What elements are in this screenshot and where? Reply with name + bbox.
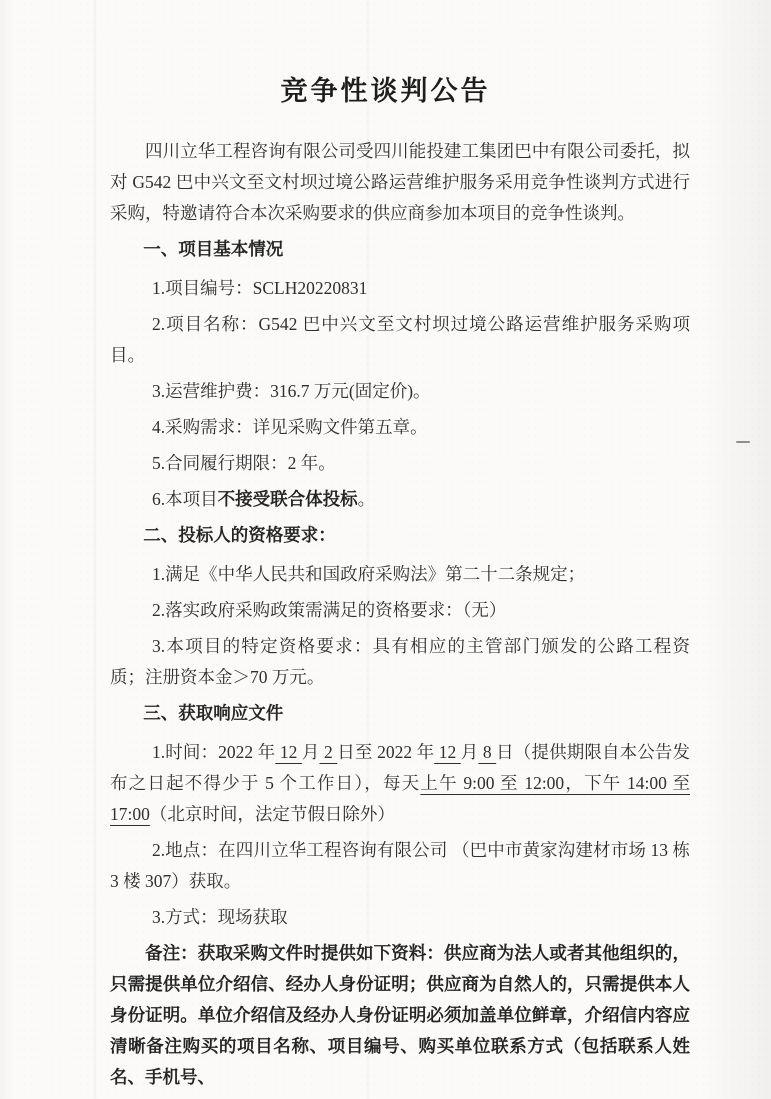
text-run: 日（提供期限自本公告发布之日起不得少于 5 个工作日），每天 <box>110 742 691 793</box>
text-run: 日至 2022 年 <box>337 742 435 762</box>
text-run: 2.项目名称：G542 巴中兴文至文村坝过境公路运营维护服务采购项目。 <box>110 314 690 365</box>
text-run: 8 <box>478 742 497 762</box>
text-run: 3.方式：现场获取 <box>152 907 288 927</box>
text-run: （北京时间，法定节假日除外） <box>149 804 395 824</box>
document-block-heading <box>110 698 690 729</box>
text-run: 二、投标人的资格要求： <box>143 525 336 545</box>
text-run: 2 <box>319 742 338 762</box>
document-block-item <box>110 412 690 443</box>
text-run: 一、项目基本情况 <box>143 239 284 259</box>
text-run: 5.合同履行期限：2 年。 <box>152 453 336 473</box>
text-run: 4.采购需求：详见采购文件第五章。 <box>152 417 428 437</box>
document-block-heading <box>110 520 690 551</box>
document-block-note <box>110 938 690 1093</box>
document-block-item <box>110 376 690 407</box>
text-run: 2.落实政府采购政策需满足的资格要求：（无） <box>152 600 507 620</box>
document-block-item <box>110 835 690 897</box>
document-block-item <box>110 448 690 479</box>
document-block-item <box>110 484 690 515</box>
document-block-heading <box>110 234 690 265</box>
text-run: 12 <box>275 742 302 762</box>
text-run: 上午 9:00 至 12:00，下午 14:00 至 17:00 <box>110 773 690 824</box>
text-run: 不接受联合体投标 <box>217 489 358 509</box>
document-block-item <box>110 631 690 693</box>
document-block-item <box>110 559 690 590</box>
text-run: 四川立华工程咨询有限公司受四川能投建工集团巴中有限公司委托，拟对 G542 巴中兴文至文村坝过境公路运营维护服务采用竞争性谈判方式进行采购，特邀请符合本次采购要求的供应商参加本项目的竞争性谈判。 <box>110 141 690 223</box>
document-block-item <box>110 737 690 830</box>
text-run: 月 <box>301 742 320 762</box>
text-run: 6.本项目 <box>152 489 218 509</box>
document-block-item <box>110 902 690 933</box>
document-blocks <box>110 136 690 1093</box>
text-run: 3.本项目的特定资格要求：具有相应的主管部门颁发的公路工程资质；注册资本金＞70 万元。 <box>110 636 690 687</box>
text-run: 12 <box>434 742 461 762</box>
scan-artifact-dash <box>736 441 750 443</box>
document-block-para <box>110 136 690 229</box>
text-run: 备注：获取采购文件时提供如下资料：供应商为法人或者其他组织的，只需提供单位介绍信、经办人身份证明；供应商为自然人的，只需提供本人身份证明。单位介绍信及经办人身份证明必须加盖单位鲜章，介绍信内容应清晰备注购买的项目名称、项目编号、购买单位联系方式（包括联系人姓名、手机号、 <box>110 943 690 1087</box>
text-run: 2.地点：在四川立华工程咨询有限公司 （巴中市黄家沟建材市场 13 栋 3 楼 307）获取。 <box>110 840 690 891</box>
text-run: 3.运营维护费：316.7 万元(固定价)。 <box>152 381 431 401</box>
text-run: 。 <box>357 489 376 509</box>
text-run: 三、获取响应文件 <box>143 703 284 723</box>
document-block-item <box>110 273 690 304</box>
document-block-item <box>110 595 690 626</box>
text-run: 月 <box>460 742 479 762</box>
text-run: 1.项目编号：SCLH20220831 <box>152 278 368 298</box>
text-run: 1.时间：2022 年 <box>152 742 276 762</box>
page-title: 竞争性谈判公告 <box>280 76 491 106</box>
text-run: 1.满足《中华人民共和国政府采购法》第二十二条规定； <box>152 564 586 584</box>
document-block-item <box>110 309 690 371</box>
